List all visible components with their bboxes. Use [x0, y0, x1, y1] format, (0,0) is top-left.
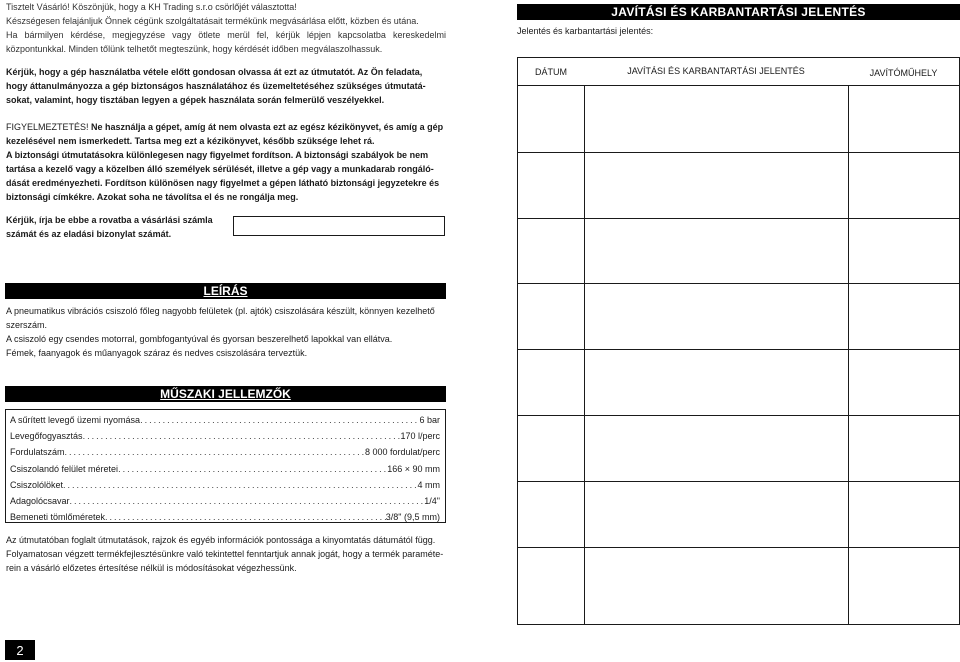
description-line: A pneumatikus vibrációs csiszoló főleg nagyobb felületek (pl. ajtók) csiszolására készült, könnyen kezelhető [6, 306, 435, 316]
warning-paragraph [6, 65, 446, 79]
specs-table [5, 409, 446, 523]
description-text [6, 304, 446, 360]
spec-label: Fordulatszám [10, 447, 65, 458]
grid-column-line [848, 86, 849, 624]
grid-row-line [518, 349, 959, 350]
spec-label: Csiszolólöket [10, 479, 64, 490]
spec-value: 8 000 fordulat/perc [364, 447, 440, 458]
spec-value: 6 bar [419, 415, 440, 425]
disclaimer-line: rein a vásárló előzetes értesítése nélkül is módosításokat végezhessünk. [6, 563, 297, 573]
spec-value: 166 × 90 mm [387, 463, 440, 474]
caution-line: A biztonsági útmutatásokra különlegesen nagy figyelmet fordítson. A biztonsági szabályok be nem [6, 150, 429, 160]
spec-value: 3/8" (9,5 mm) [385, 512, 440, 523]
report-subtitle: Jelentés és karbantartási jelentés: [517, 26, 654, 36]
report-title: JAVÍTÁSI ÉS KARBANTARTÁSI JELENTÉS [517, 4, 960, 20]
spec-row [10, 477, 440, 493]
warning-block [6, 65, 446, 107]
intro-line: Készségesen felajánljuk Önnek cégünk szolgáltatásait termékünk megvásárlása előtt, közben és utána. [6, 16, 419, 26]
specs-title: MŰSZAKI JELLEMZŐK [160, 387, 291, 401]
warning-line: hogy áttanulmányozza a gép biztonságos használatához és üzemeltetéséhez szükséges útmutatá- [6, 81, 426, 91]
spec-label: Bemeneti tömlőméretek [10, 512, 106, 523]
caution-line: FIGYELMEZTETÉS! Ne használja a gépet, amíg át nem olvasta ezt az egész kézikönyvet, és amíg a gép [6, 122, 444, 132]
caution-block [6, 120, 446, 204]
description-line: A csiszoló egy csendes motorral, gombfogantyúval és gyorsan beszerelhető lapokkal van ellátva. [6, 334, 393, 344]
warning-heading: Kérjük, hogy a gép használatba vétele előtt gondosan olvassa át ezt az útmutatót. [6, 67, 356, 77]
spec-value: 1/4" [424, 496, 440, 507]
spec-value: 4 mm [417, 479, 440, 490]
intro-line: Ha bármilyen kérdése, megjegyzése vagy ötlete merül fel, kérjük lépjen kapcsolatba kereskedelmi [6, 30, 446, 40]
caution-line: kezelésével nem ismerkedett. Tartsa meg ezt a kézikönyvet, később szüksége lehet rá. [6, 136, 375, 146]
disclaimer-text [6, 533, 446, 575]
grid-row-line [518, 481, 959, 482]
specs-header [5, 386, 446, 402]
spec-row [10, 428, 440, 444]
caution-line: dását eredményezheti. Fordítson különösen nagy figyelmet a gépen látható biztonsági jegyzetekre és [6, 178, 440, 188]
grid-row-line [518, 152, 959, 153]
page-number: 2 [5, 640, 35, 660]
warning-line: sokat, valamint, hogy tisztában legyen a gépek használata során felmerülő veszélyekkel. [6, 95, 385, 105]
caution-label: FIGYELMEZTETÉS! [6, 122, 89, 132]
intro-line: Tisztelt Vásárló! Köszönjük, hogy a KH Trading s.r.o csörlőjét választotta! [6, 2, 297, 12]
purchase-line: számát és az eladási bizonylat számát. [6, 229, 172, 239]
spec-label: Csiszolandó felület méretei [10, 463, 119, 474]
spec-row [10, 444, 440, 460]
description-line: Fémek, faanyagok és műanyagok száraz és nedves csiszolására terveztük. [6, 348, 308, 358]
warning-line: Az Ön feladata, [355, 67, 423, 77]
description-line: szerszám. [6, 320, 48, 330]
grid-row-line [518, 283, 959, 284]
description-title: LEÍRÁS [203, 284, 248, 298]
intro-text [6, 0, 446, 56]
spec-row [10, 461, 440, 477]
spec-row [10, 493, 440, 509]
grid-row-line [518, 218, 959, 219]
caution-line: biztonsági címkékre. Azokat soha ne távolítsa el és ne rongálja meg. [6, 192, 299, 202]
spec-label: A sűrített levegő üzemi nyomása [10, 415, 141, 425]
caution-line: tartása a kezelő vagy a közelben álló személyek sérülését, illetve a gép vagy a munkadarab rongáló- [6, 164, 434, 174]
spec-value: 170 l/perc [400, 431, 440, 442]
grid-row-line [518, 547, 959, 548]
description-header [5, 283, 446, 299]
invoice-number-box[interactable] [233, 216, 445, 236]
col-header-workshop: JAVÍTÓMŰHELY [869, 68, 938, 78]
spec-row [10, 412, 440, 428]
report-table-header [518, 58, 959, 86]
disclaimer-line: Az útmutatóban foglalt útmutatások, rajzok és egyéb információk pontossága a kinyomtatás dátumától függ. [6, 535, 436, 545]
grid-column-line [584, 86, 585, 624]
spec-row [10, 509, 440, 525]
purchase-note [6, 213, 221, 241]
disclaimer-line: Folyamatosan végzett termékfejlesztésünkre való tekintettel fenntartjuk annak jogát, hogy a termék paraméte- [6, 549, 444, 559]
spec-label: Adagolócsavar [10, 496, 70, 507]
purchase-line: Kérjük, írja be ebbe a rovatba a vásárlási számla [6, 215, 213, 225]
col-header-report: JAVÍTÁSI ÉS KARBANTARTÁSI JELENTÉS [627, 66, 805, 76]
grid-row-line [518, 415, 959, 416]
spec-label: Levegőfogyasztás [10, 431, 83, 442]
intro-line: központunkkal. Minden tőlünk telhetőt megteszünk, hogy kérdését időben megválaszolhassuk. [6, 44, 383, 54]
report-table [517, 57, 960, 625]
col-header-date: DÁTUM [535, 67, 567, 77]
